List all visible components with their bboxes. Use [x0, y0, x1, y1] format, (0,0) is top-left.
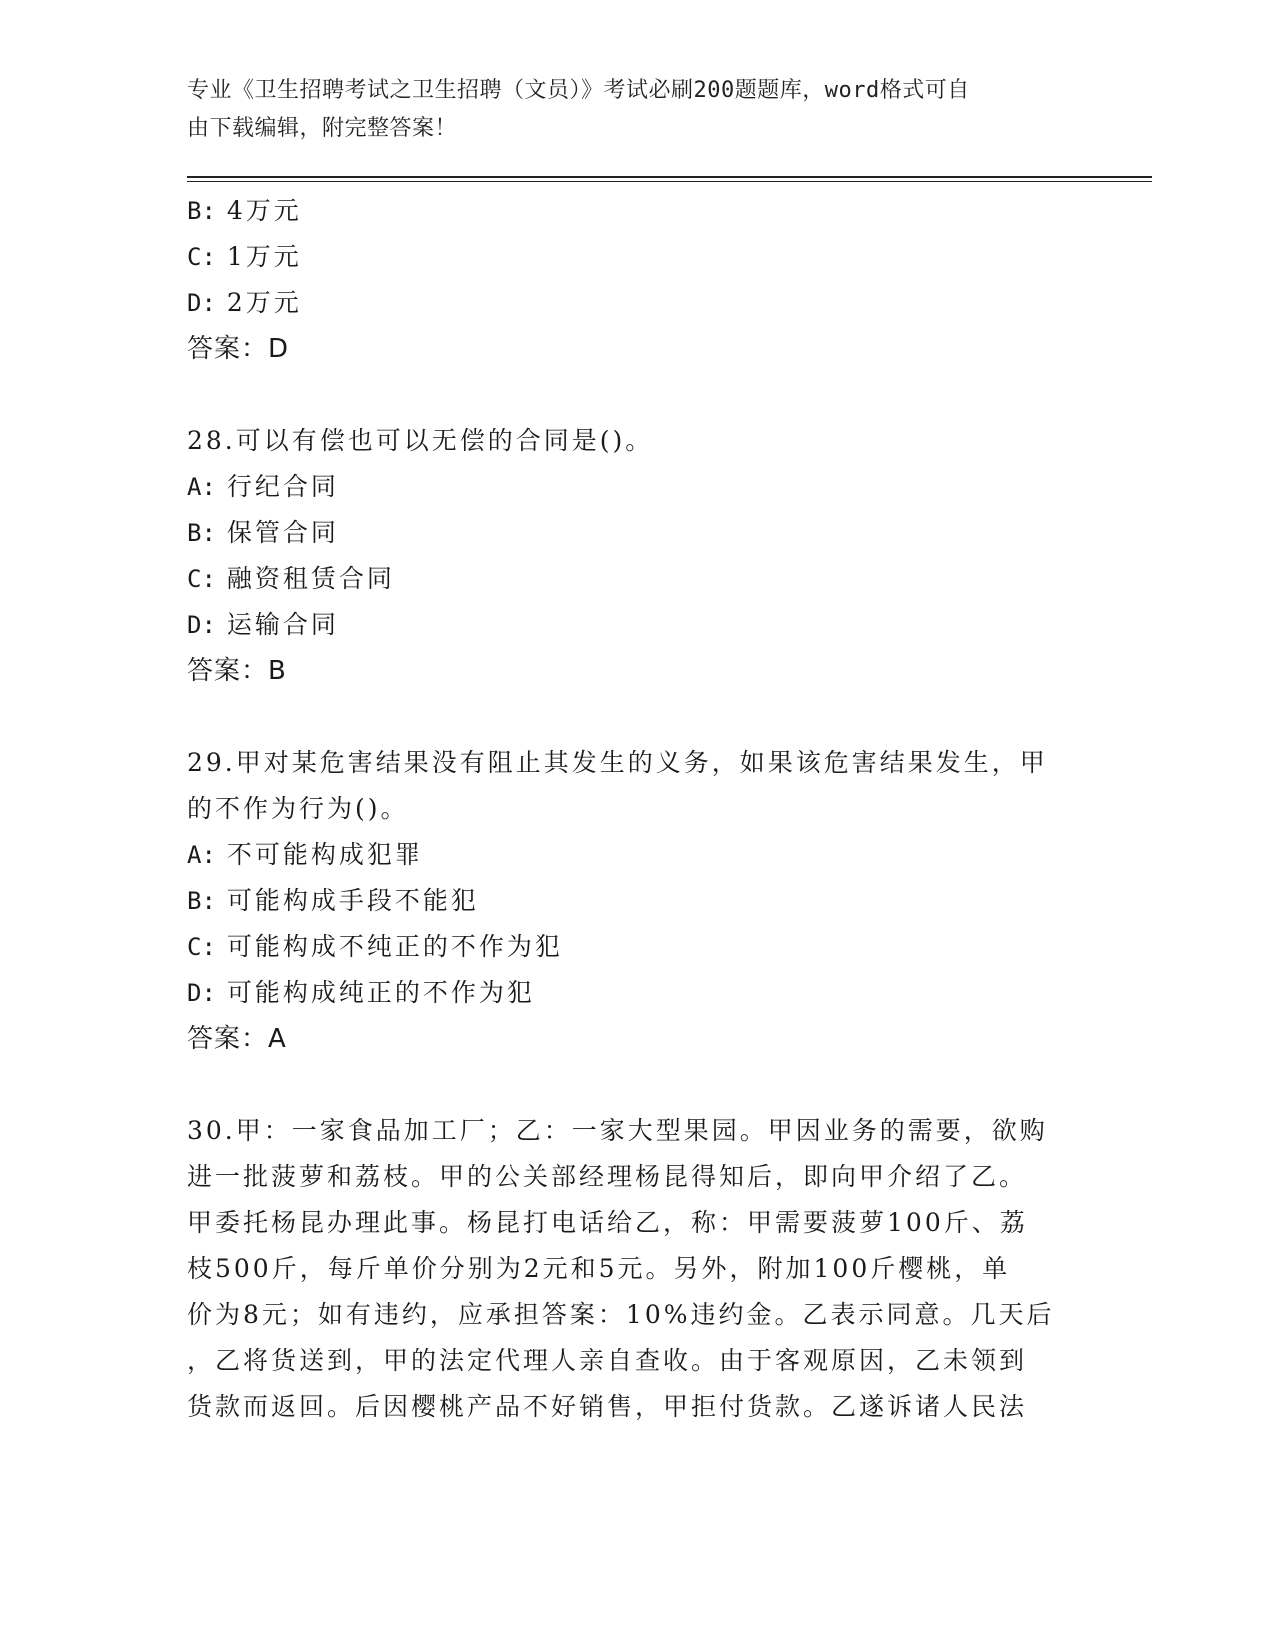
option-d [187, 602, 1067, 648]
option-label: D: [187, 289, 216, 317]
spacer [187, 1062, 1067, 1108]
option-text: 融资租赁合同 [226, 564, 395, 593]
spacer [187, 694, 1067, 740]
option-b [187, 510, 1067, 556]
spacer [187, 372, 1067, 418]
header-divider-thin [187, 181, 1152, 182]
option-text: 可能构成不纯正的不作为犯 [226, 932, 563, 961]
question-stem-line: 30.甲：一家食品加工厂；乙：一家大型果园。甲因业务的需要，欲购 [187, 1116, 1048, 1145]
option-b [187, 188, 1067, 234]
question-29 [187, 740, 1067, 1062]
option-text: 保管合同 [226, 518, 339, 547]
question-28 [187, 418, 1067, 694]
question-stem-line: 货款而返回。后因樱桃产品不好销售，甲拒付货款。乙遂诉诸人民法 [187, 1392, 1028, 1421]
option-label: D: [187, 979, 216, 1007]
option-b [187, 878, 1067, 924]
option-label: C: [187, 933, 216, 961]
question-stem-line: 进一批菠萝和荔枝。甲的公关部经理杨昆得知后，即向甲介绍了乙。 [187, 1162, 1028, 1191]
question-stem-line: 甲委托杨昆办理此事。杨昆打电话给乙，称：甲需要菠萝100斤、荔 [187, 1208, 1028, 1237]
option-label: A: [187, 473, 216, 501]
question-stem-line: ，乙将货送到，甲的法定代理人亲自查收。由于客观原因，乙未领到 [187, 1346, 1028, 1375]
option-a [187, 832, 1067, 878]
option-text: 1万元 [226, 242, 302, 271]
question-stem-line: 29.甲对某危害结果没有阻止其发生的义务，如果该危害结果发生，甲 [187, 748, 1048, 777]
question-stem-line: 的不作为行为()。 [187, 794, 409, 823]
document-header [187, 72, 1067, 148]
option-text: 行纪合同 [226, 472, 339, 501]
question-stem-line: 枝500斤，每斤单价分别为2元和5元。另外，附加100斤樱桃，单 [187, 1254, 1011, 1283]
answer-line: 答案：A [187, 1024, 287, 1054]
option-a [187, 464, 1067, 510]
option-text: 可能构成手段不能犯 [226, 886, 479, 915]
option-c [187, 234, 1067, 280]
header-divider-thick [187, 176, 1152, 178]
question-content [187, 188, 1067, 1430]
question-27-tail [187, 188, 1067, 372]
option-label: B: [187, 519, 216, 547]
option-label: A: [187, 841, 216, 869]
option-label: C: [187, 243, 216, 271]
option-text: 可能构成纯正的不作为犯 [226, 978, 535, 1007]
option-text: 运输合同 [226, 610, 339, 639]
header-line-2: 由下载编辑，附完整答案！ [187, 116, 458, 141]
option-c [187, 924, 1067, 970]
question-stem: 28.可以有偿也可以无偿的合同是()。 [187, 426, 654, 455]
option-c [187, 556, 1067, 602]
option-text: 2万元 [226, 288, 302, 317]
header-line-1: 专业《卫生招聘考试之卫生招聘（文员）》考试必刷200题题库，word格式可自 [187, 78, 970, 103]
option-label: D: [187, 611, 216, 639]
option-text: 4万元 [226, 196, 302, 225]
option-d [187, 970, 1067, 1016]
answer-line: 答案：B [187, 656, 287, 686]
option-label: B: [187, 197, 216, 225]
answer-line: 答案：D [187, 334, 290, 364]
option-text: 不可能构成犯罪 [226, 840, 423, 869]
question-30 [187, 1108, 1067, 1430]
question-stem-line: 价为8元；如有违约，应承担答案：10%违约金。乙表示同意。几天后 [187, 1300, 1055, 1329]
option-label: B: [187, 887, 216, 915]
option-d [187, 280, 1067, 326]
option-label: C: [187, 565, 216, 593]
